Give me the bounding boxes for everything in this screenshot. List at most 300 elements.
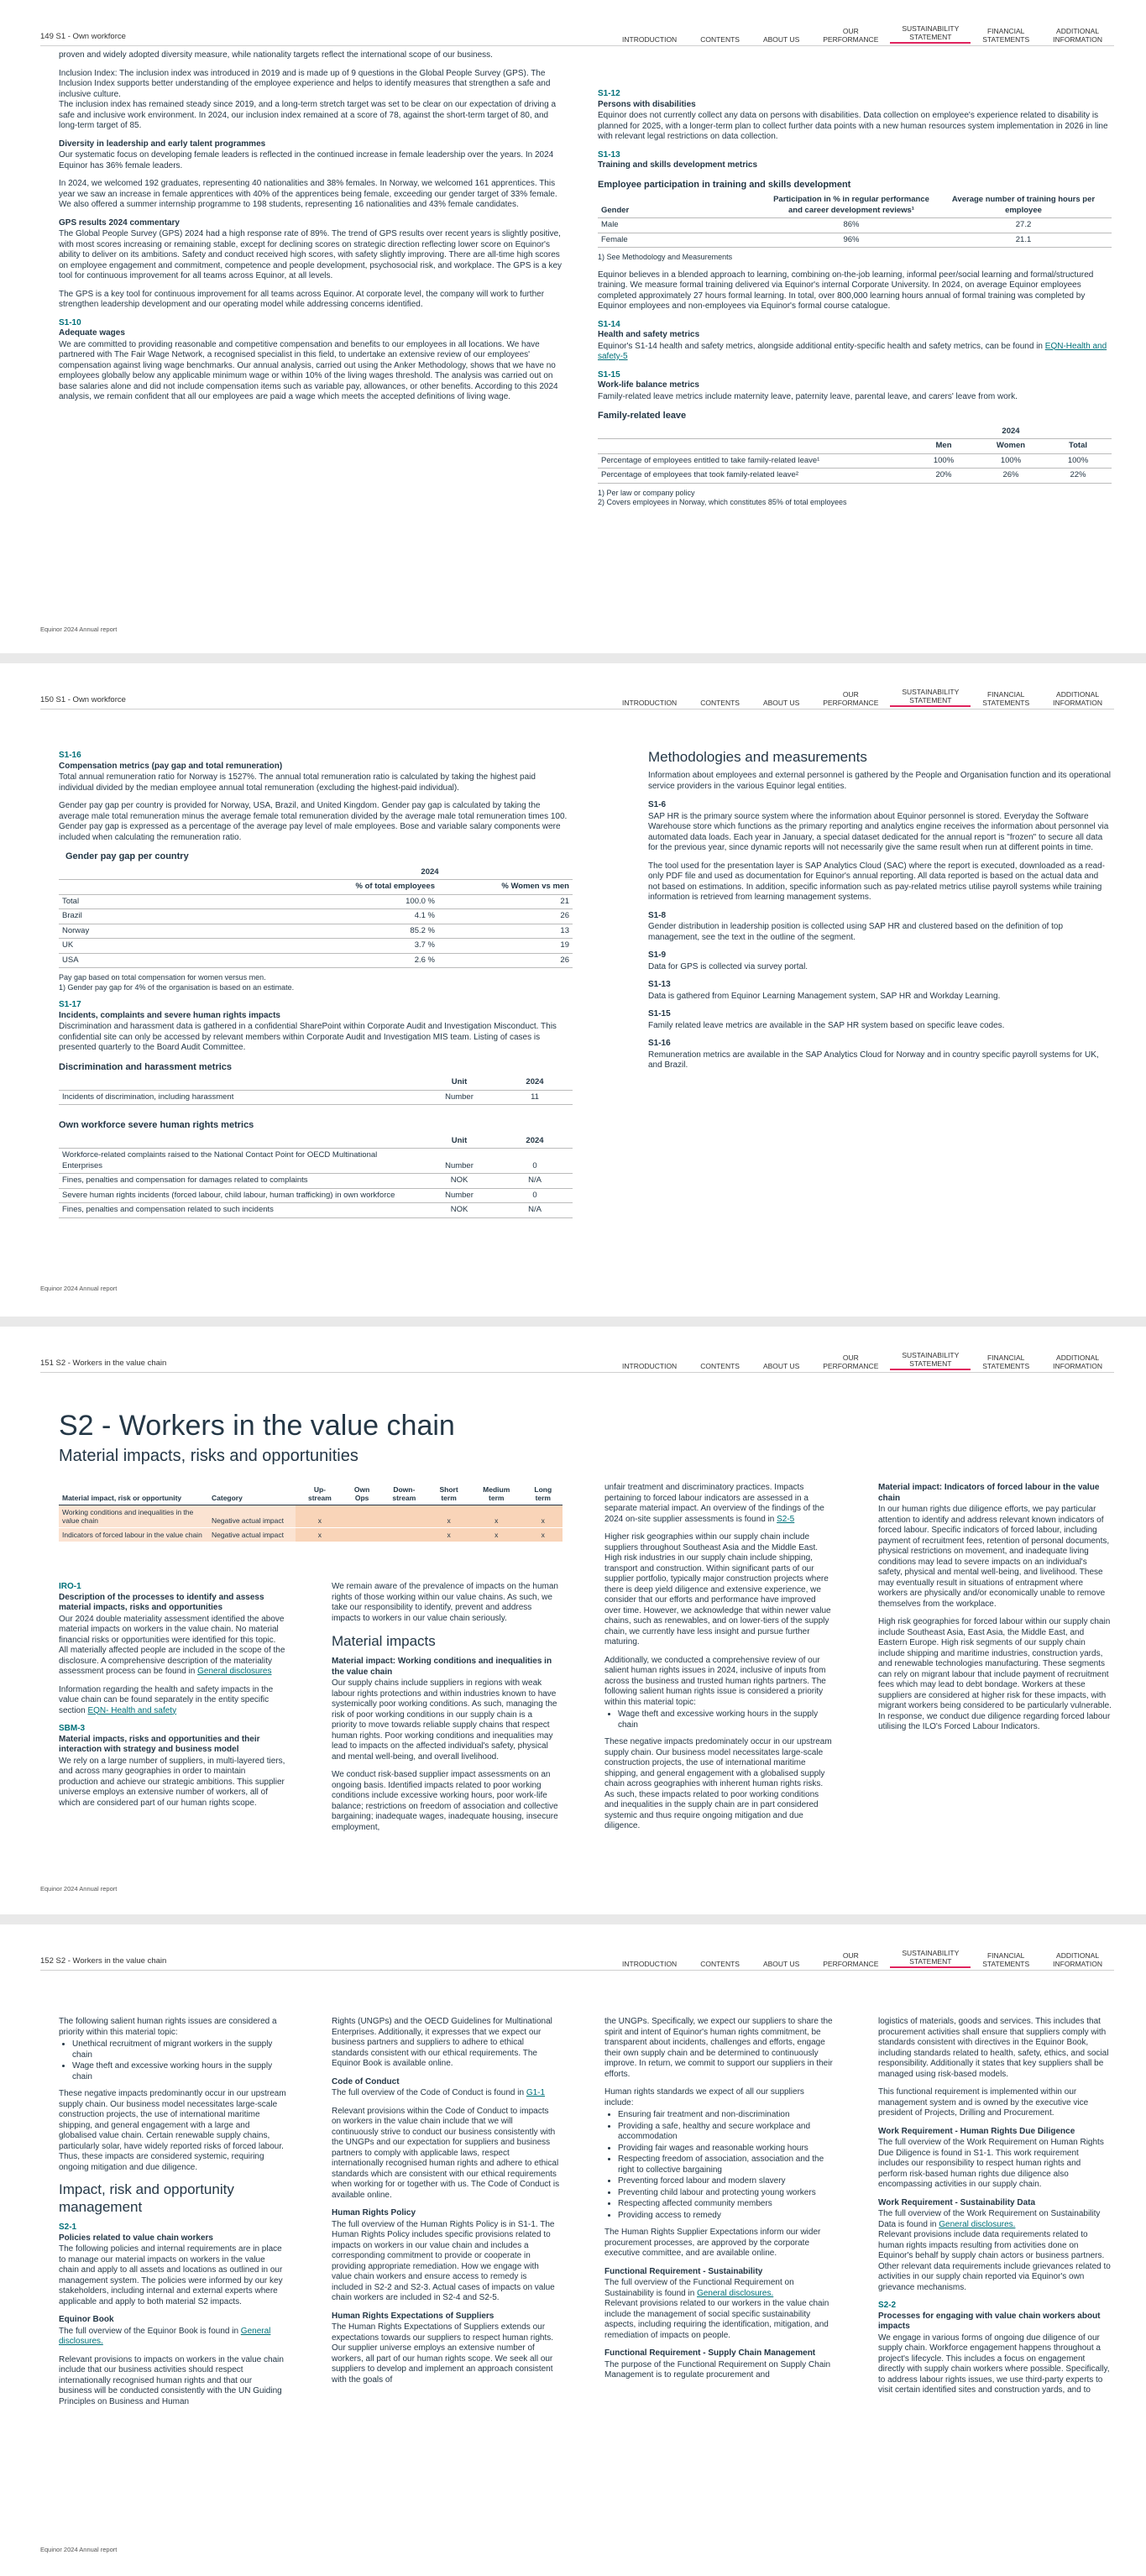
top-nav bbox=[610, 1350, 1114, 1370]
paragraph: The full overview of the Equinor Book is found in bbox=[59, 2326, 239, 2336]
table-note: 2) Covers employees in Norway, which constitutes 85% of total employees bbox=[598, 498, 847, 506]
list-item: • Providing access to remedy bbox=[618, 2211, 833, 2222]
table-row bbox=[59, 1090, 573, 1105]
column-header: Own Ops bbox=[344, 1483, 380, 1505]
family-leave-table bbox=[598, 425, 1112, 484]
paragraph: The Global People Survey (GPS) 2024 had a high response rate of 89%. The trend of GPS results over recent years is slightly positive, with most scores increasing or remaining stable, except for declining scores on strategic direction reflecting lower score on Equinor's ability to deliver on its ambitions. Safety and conduct received high scores, with safety slightly improving. There are all-time high scores on employee engagement and commitment, competence and people development, psychosocial risk, and workplace. The GPS is a key tool for continuous improvement for all teams across Equinor, at all levels. bbox=[59, 229, 563, 280]
table-row bbox=[59, 894, 573, 909]
header-divider bbox=[40, 1372, 1114, 1373]
section-tag: SBM-3 bbox=[59, 1724, 86, 1733]
gender-pay-gap-table bbox=[59, 866, 573, 969]
nav-introduction[interactable]: INTRODUCTION bbox=[622, 1960, 678, 1968]
paragraph: Relevant provisions within the Code of Conduct to impacts on workers in the value chain include that we will continuously strive to conduct our business consistently with the UNGPs and our expectation for suppliers and business partners to comply with applicable laws, respect internationally recognised human rights and adhere to ethical standards which are consistent with our ethical requirements when working for or together with us. The Code of Conduct is available online. bbox=[332, 2106, 560, 2200]
table-note: 1) Per law or company policy bbox=[598, 488, 695, 497]
paragraph: proven and widely adopted diversity measure, while nationality targets reflect the international scope of our business. bbox=[59, 50, 493, 60]
column-1 bbox=[59, 2017, 287, 2415]
general-disclosures-link[interactable]: General disclosures. bbox=[59, 2326, 271, 2346]
page-footer: Equinor 2024 Annual report bbox=[40, 2546, 118, 2553]
paragraph: Equinor believes in a blended approach to learning, combining on-the-job learning, informal peer/social learning and formal/structured training. We measure formal training delivered via Equinor's internal Corporate University. In 2024, on average Equinor employees completed approximately 27 hours formal learning. In total, over 800,000 learning hours annual of formal training was completed by Equinor employees and non-employees via Equinor's formal course catalogue. bbox=[598, 270, 1094, 311]
column-header: Medium term bbox=[469, 1483, 524, 1505]
section-heading: Work-life balance metrics bbox=[598, 380, 699, 390]
nav-sustainability-statement[interactable]: SUSTAINABILITY STATEMENT bbox=[890, 24, 971, 44]
table-row bbox=[59, 924, 573, 939]
page-header bbox=[40, 1938, 1114, 1968]
table-cell: Incidents of discrimination, including harassment bbox=[59, 1090, 421, 1105]
section-heading: S1-13 bbox=[648, 980, 671, 989]
nav-contents[interactable]: CONTENTS bbox=[700, 699, 740, 707]
section-heading: S1-15 bbox=[648, 1009, 671, 1018]
paragraph: The full overview of the Work Requirement on Sustainability Data is found in bbox=[878, 2209, 1101, 2229]
page-152 bbox=[0, 1924, 1146, 2576]
table-cell: 96% bbox=[767, 233, 935, 248]
page-151 bbox=[0, 1327, 1146, 1914]
page-header bbox=[40, 1340, 1114, 1370]
nav-sustainability-statement[interactable]: SUSTAINABILITY STATEMENT bbox=[890, 688, 971, 707]
paragraph: We conduct risk-based supplier impact assessments on an ongoing basis. Identified impacts related to poor working conditions include excessive working hours, poor work-life balance; restrictions on freedom of association and collective bargaining; inadequate wages, inadequate housing, insecure employment, bbox=[332, 1770, 558, 1832]
section-heading: Functional Requirement - Sustainability bbox=[604, 2266, 763, 2276]
table-cell bbox=[344, 1528, 380, 1542]
column-header: Average number of training hours per employee bbox=[935, 193, 1112, 218]
nav-about-us[interactable]: ABOUT US bbox=[762, 1960, 800, 1968]
nav-additional-information[interactable]: ADDITIONAL INFORMATION bbox=[1053, 690, 1102, 707]
table-cell: 21 bbox=[438, 894, 573, 909]
paragraph: Discrimination and harassment data is gathered in a confidential SharePoint within Corporate Audit and Investigation Misconduct. This confidential site can only be accessed by relevant members within Corporate Audit and Investigation MIS team. Listing of cases is presented quarterly to the Board Audit Committee. bbox=[59, 1022, 557, 1052]
severe-human-rights-table bbox=[59, 1134, 573, 1218]
table-row bbox=[59, 953, 573, 968]
table-row bbox=[598, 218, 1112, 233]
table-cell: x bbox=[524, 1505, 563, 1528]
section-heading: S1-16 bbox=[648, 1039, 671, 1048]
paragraph: Information regarding the health and safety impacts in the value chain can be found separately in the entity specific section bbox=[59, 1684, 274, 1715]
table-cell: Working conditions and inequalities in the value chain bbox=[59, 1505, 208, 1528]
section-tag: S1-17 bbox=[59, 1000, 81, 1009]
paragraph: The GPS is a key tool for continuous improvement for all teams across Equinor. At corporate level, the company will work to further strengthen leadership development and our operating model while addressing concerns identified. bbox=[59, 289, 545, 309]
table-row bbox=[59, 1188, 573, 1203]
table-cell: 26 bbox=[438, 909, 573, 924]
paragraph: Additionally, we conducted a comprehensive review of our salient human rights issues in 2024, inclusive of inputs from across the business and trusted human rights partners. The following salient human rights issue is considered a priority within this material topic: bbox=[604, 1655, 826, 1707]
year-header: 2024 bbox=[287, 866, 573, 880]
table-cell: x bbox=[296, 1505, 344, 1528]
table-cell: Percentage of employees that took family-related leave² bbox=[598, 469, 910, 484]
section-heading: Functional Requirement - Supply Chain Management bbox=[604, 2348, 816, 2358]
section-tag: S2-2 bbox=[878, 2301, 897, 2310]
table-row bbox=[598, 233, 1112, 248]
column-2 bbox=[332, 2017, 560, 2393]
section-heading: GPS results 2024 commentary bbox=[59, 217, 180, 228]
nav-about-us[interactable]: ABOUT US bbox=[762, 699, 800, 707]
table-cell: 26 bbox=[438, 953, 573, 968]
paragraph: Human rights standards we expect of all our suppliers include: bbox=[604, 2087, 804, 2107]
column-4 bbox=[878, 1483, 1112, 1741]
paragraph: Gender distribution in leadership position is collected using SAP HR and clustered based on the definition of top management, see the text in the outline of the segment. bbox=[648, 922, 1064, 942]
table-cell: Fines, penalties and compensation related to such incidents bbox=[59, 1203, 421, 1218]
table-cell: 86% bbox=[767, 218, 935, 233]
bullet-list bbox=[618, 1709, 833, 1730]
column-header: Participation in % in regular performance and career development reviews¹ bbox=[767, 193, 935, 218]
page-header bbox=[40, 677, 1114, 707]
table-title: Gender pay gap per country bbox=[65, 851, 189, 861]
paragraph: Equinor does not currently collect any data on persons with disabilities. Data collection on employee's experience related to disability is planned for 2025, with a longer-term plan to collect further data points with a new human resources system implementation in 2026 in line with relevant legal restrictions on data collection. bbox=[598, 111, 1108, 141]
bullet-list bbox=[618, 2110, 833, 2221]
column-header: Unit bbox=[421, 1076, 497, 1090]
table-cell: x bbox=[469, 1505, 524, 1528]
paragraph: SAP HR is the primary source system where the information about Equinor personnel is stored. Everyday the Software Warehouse store which functions as the primary reporting and analytics engine receives the information about personnel via automated data loads. Each year in January, a special dataset dedicated for the annual report is "frozen" to secure all data for the previous year, since dynamic reports will not necessarily give the same result when run at different points in time. bbox=[648, 811, 1109, 852]
section-title: Material impacts bbox=[332, 1633, 436, 1649]
nav-contents[interactable]: CONTENTS bbox=[700, 1960, 740, 1968]
section-tag: IRO-1 bbox=[59, 1582, 81, 1591]
general-disclosures-link[interactable]: General disclosures. bbox=[697, 2288, 774, 2298]
section-heading: Material impact: Working conditions and inequalities in the value chain bbox=[332, 1657, 552, 1677]
section-heading: Policies related to value chain workers bbox=[59, 2233, 213, 2243]
column-header: Material impact, risk or opportunity bbox=[59, 1483, 208, 1505]
paragraph: Relevant provisions related to our workers in the value chain include the management of social specific sustainability aspects, including requiring the identification, mitigation, and remediation of impacts on people. bbox=[604, 2299, 829, 2340]
table-cell: 20% bbox=[910, 469, 977, 484]
paragraph: High risk geographies for forced labour within our supply chain include Southeast Asia, East Asia, the Middle East, and Eastern Europe. High risk segments of our supply chain include shipping and maritime industries, construction yards, and renewable technologies manufacturing. These segments can rely on migrant labour that include payment of recruitment fees which may lead to debt bondage. Workers at these suppliers are considered at higher risk for these impacts, with migrant workers being considered to be particularly vulnerable. In response, we conduct due diligence regarding forced labour utilising the ILO's Forced Labour Indicators. bbox=[878, 1617, 1112, 1731]
paragraph: In our human rights due diligence efforts, we pay particular attention to identify and address relevant known indicators of forced labour. Specific indicators of forced labour, including payment of recruitment fees, retention of personal documents, physical restrictions on movement, and inadequate living conditions may lead to severe impacts on an individual's safety, physical and mental well-being, and livelihood. These may eventually result in situations of entrapment where workers are physically and/or economically unable to remove themselves from the workplace. bbox=[878, 1505, 1110, 1609]
paragraph: Family related leave metrics are available in the SAP HR system based on specific leave codes. bbox=[648, 1020, 1005, 1030]
list-item: • Ensuring fair treatment and non-discrimination bbox=[618, 2110, 833, 2121]
section-heading: Compensation metrics (pay gap and total remuneration) bbox=[59, 761, 283, 771]
nav-additional-information[interactable]: ADDITIONAL INFORMATION bbox=[1053, 1951, 1102, 1968]
table-cell: 100% bbox=[977, 453, 1044, 469]
section-heading: Processes for engaging with value chain workers about impacts bbox=[878, 2311, 1101, 2331]
paragraph: Our systematic focus on developing female leaders is reflected in the continued increase in female leadership over the years. In 2024 Equinor has 36% female leaders. bbox=[59, 150, 554, 170]
column-1 bbox=[59, 1582, 285, 1816]
list-item: • Preventing child labour and protecting young workers bbox=[618, 2188, 833, 2199]
discrimination-table bbox=[59, 1076, 573, 1105]
table-cell: 0 bbox=[497, 1188, 573, 1203]
paragraph: These negative impacts predominantly occur in our upstream supply chain. Our business model necessitates large-scale construction projects, the use of international maritime shipping, and general engagement with a large and globalised value chain. Certain renewable supply chains, particularly solar, have widely reported risks of forced labour. Thus, these impacts are considered systemic, requiring ongoing mitigation and due diligence. bbox=[59, 2089, 286, 2172]
table-title: Discrimination and harassment metrics bbox=[59, 1061, 233, 1072]
materiality-table-wrap bbox=[59, 1483, 563, 1542]
section-heading: Work Requirement - Sustainability Data bbox=[878, 2197, 1036, 2207]
section-heading: Training and skills development metrics bbox=[598, 160, 758, 170]
table-cell: Negative actual impact bbox=[208, 1505, 296, 1528]
page-number: 152 S2 - Workers in the value chain bbox=[40, 1956, 167, 1966]
table-cell: Percentage of employees entitled to take family-related leave¹ bbox=[598, 453, 910, 469]
column-header: Total bbox=[1044, 439, 1112, 454]
list-item: • Wage theft and excessive working hours in the supply chain bbox=[618, 1709, 833, 1730]
column-header: Men bbox=[910, 439, 977, 454]
nav-our-performance[interactable]: OUR PERFORMANCE bbox=[823, 1353, 879, 1370]
nav-our-performance[interactable]: OUR PERFORMANCE bbox=[823, 1951, 879, 1968]
s2-5-link[interactable]: S2-5 bbox=[777, 1514, 795, 1524]
header-divider bbox=[40, 45, 1114, 46]
table-cell: 100% bbox=[1044, 453, 1112, 469]
nav-additional-information[interactable]: ADDITIONAL INFORMATION bbox=[1053, 1353, 1102, 1370]
section-title: Methodologies and measurements bbox=[648, 749, 867, 765]
column-3 bbox=[604, 1483, 833, 1840]
right-column bbox=[598, 89, 1112, 516]
right-column bbox=[648, 749, 1112, 1079]
table-cell bbox=[379, 1528, 428, 1542]
table-cell: N/A bbox=[497, 1203, 573, 1218]
paragraph: The Human Rights Supplier Expectations inform our wider procurement processes, are approved by the corporate executive committee, and are available online. bbox=[604, 2228, 821, 2258]
section-tag: S1-15 bbox=[598, 369, 620, 380]
column-header: Long term bbox=[524, 1483, 563, 1505]
paragraph: Equinor's S1-14 health and safety metrics, alongside additional entity-specific health and safety metrics, can be found in bbox=[598, 341, 1043, 351]
table-row bbox=[59, 939, 573, 954]
table-cell: USA bbox=[59, 953, 287, 968]
paragraph: Rights (UNGPs) and the OECD Guidelines for Multinational Enterprises. Additionally, it expresses that we expect our business partners and suppliers to adhere to ethical standards consistent with our ethical requirements. The Equinor Book is available online. bbox=[332, 2017, 552, 2068]
paragraph: The inclusion index has remained steady since 2019, and a long-term stretch target was set to be clear on our expectation of driving a safe and inclusive work environment. In 2024, our inclusion index remained at a score of 78, against the short-term target of 80, and long-term target of 85. bbox=[59, 100, 557, 130]
table-cell: 4.1 % bbox=[287, 909, 438, 924]
table-title: Family-related leave bbox=[598, 411, 687, 421]
paragraph: Gender pay gap per country is provided for Norway, USA, Brazil, and United Kingdom. Gender pay gap is calculated by taking the average male total remuneration minus the average female total remuneration divided by the average male total remuneration times 100. Gender pay gap is expressed as a percentage of the average pay level of male employees. Bose and variable salary components were included when calculating the remuneration ratio. bbox=[59, 801, 568, 842]
table-row bbox=[598, 469, 1112, 484]
general-disclosures-link[interactable]: General disclosures bbox=[197, 1667, 272, 1676]
page-footer: Equinor 2024 Annual report bbox=[40, 1885, 118, 1893]
table-cell: 21.1 bbox=[935, 233, 1112, 248]
paragraph: Our supply chains include suppliers in regions with weak labour rights protections and within industries known to have systemically poor working conditions. As such, managing the risk of poor working conditions in our supply chain is a priority to move towards reliable supply chains that respect human rights. Poor working conditions and inequalities may lead to impacts on the affected individual's safety, physical and mental well-being, and overall livelihood. bbox=[332, 1678, 557, 1762]
table-cell: N/A bbox=[497, 1174, 573, 1189]
table-cell: UK bbox=[59, 939, 287, 954]
table-cell: 19 bbox=[438, 939, 573, 954]
table-row bbox=[598, 453, 1112, 469]
nav-sustainability-statement[interactable]: SUSTAINABILITY STATEMENT bbox=[890, 1351, 971, 1370]
section-tag: S1-13 bbox=[598, 149, 620, 160]
section-tag: S1-16 bbox=[59, 751, 81, 760]
list-item: • Preventing forced labour and modern slavery bbox=[618, 2176, 833, 2187]
nav-our-performance[interactable]: OUR PERFORMANCE bbox=[823, 690, 879, 707]
list-item: • Providing a safe, healthy and secure workplace and accommodation bbox=[618, 2122, 833, 2143]
section-heading: Diversity in leadership and early talent programmes bbox=[59, 139, 266, 149]
column-header: Down- stream bbox=[379, 1483, 428, 1505]
table-cell: NOK bbox=[421, 1203, 497, 1218]
table-cell: Severe human rights incidents (forced labour, child labour, human trafficking) in own workforce bbox=[59, 1188, 421, 1203]
table-note: 1) See Methodology and Measurements bbox=[598, 253, 733, 261]
nav-about-us[interactable]: ABOUT US bbox=[762, 1362, 800, 1370]
page-footer: Equinor 2024 Annual report bbox=[40, 1285, 118, 1292]
nav-contents[interactable]: CONTENTS bbox=[700, 35, 740, 44]
left-column bbox=[59, 751, 573, 1218]
nav-additional-information[interactable]: ADDITIONAL INFORMATION bbox=[1053, 27, 1102, 44]
paragraph: The full overview of the Code of Conduct is found in bbox=[332, 2088, 525, 2097]
column-header: Women bbox=[977, 439, 1044, 454]
column-2 bbox=[332, 1582, 558, 1840]
table-cell: Female bbox=[598, 233, 767, 248]
section-heading: Equinor Book bbox=[59, 2315, 114, 2324]
paragraph: The Human Rights Expectations of Suppliers extends our expectations towards our suppliers to respect human rights. Our supplier universe employs an extensive number of workers, all part of our human rights scope. We seek all our suppliers to develop and implement an approach consistent with the goals of bbox=[332, 2322, 554, 2385]
table-title: Employee participation in training and skills development bbox=[598, 179, 851, 190]
section-heading: Description of the processes to identify and assess material impacts, risks and opportunities bbox=[59, 1592, 264, 1612]
section-heading: Work Requirement - Human Rights Due Diligence bbox=[878, 2126, 1075, 2136]
table-cell: 2.6 % bbox=[287, 953, 438, 968]
page-header bbox=[40, 13, 1114, 44]
paragraph: We are committed to providing reasonable and competitive compensation and benefits to our employees in all locations. We have partnered with The Fair Wage Network, a recognised specialist in this field, to undertake an extensive review of our employees' compensation against living wage benchmarks. Our annual analysis, carried out using the Anker Methodology, shows that we have no employees globally below any applicable minimum wage or within 10% of the living wages threshold. The analysis was carried out on base salaries alone and did not include compensation items such as variable pay, allowances, or other benefits. According to this 2024 analysis, we remain confident that all our employees are paid a wage which meets the accepted definitions of living wage. bbox=[59, 339, 558, 401]
table-cell: Negative actual impact bbox=[208, 1528, 296, 1542]
table-cell: Total bbox=[59, 894, 287, 909]
health-safety-link[interactable]: EQN-Health and safety-5 bbox=[598, 341, 1107, 361]
table-cell: Number bbox=[421, 1188, 497, 1203]
page-150 bbox=[0, 663, 1146, 1317]
training-table bbox=[598, 193, 1112, 248]
nav-financial-statements[interactable]: FINANCIAL STATEMENTS bbox=[982, 27, 1030, 44]
table-cell: 3.7 % bbox=[287, 939, 438, 954]
paragraph: These negative impacts predominately occur in our upstream supply chain. Our business model necessitates large-scale construction projects, the use of international maritime shipping, and general engagement with a globalised supply chain across geographies with inherent human rights risks. As such, these impacts related to poor working conditions and inequalities in the supply chain are in part considered systemic and thus require ongoing mitigation and due diligence. bbox=[604, 1737, 832, 1830]
list-item: • Unethical recruitment of migrant workers in the supply chain bbox=[72, 2039, 287, 2060]
table-cell: 0 bbox=[497, 1149, 573, 1174]
section-heading: Human Rights Expectations of Suppliers bbox=[332, 2311, 495, 2321]
table-row bbox=[59, 1505, 563, 1528]
table-row bbox=[59, 909, 573, 924]
table-cell: x bbox=[469, 1528, 524, 1542]
paragraph: The full overview of the Work Requirement on Human Rights Due Diligence is found in S1-1. This work requirement includes our responsibility to respect human rights and perform risk-based human rights due diligence also encompassing activities in our supply chain. bbox=[878, 2138, 1104, 2189]
table-row bbox=[59, 1203, 573, 1218]
bullet-list bbox=[72, 2039, 287, 2082]
page-number: 151 S2 - Workers in the value chain bbox=[40, 1359, 167, 1368]
paragraph: We rely on a large number of suppliers, in multi-layered tiers, and across many geographies in order to maintain production and achieve our strategic ambitions. This supplier universe employs an extensive number of workers, all of which are considered part of our human rights scope. bbox=[59, 1756, 285, 1808]
section-heading: Persons with disabilities bbox=[598, 99, 696, 109]
column-header: % of total employees bbox=[287, 880, 438, 895]
section-heading: Adequate wages bbox=[59, 328, 125, 338]
table-cell: x bbox=[524, 1528, 563, 1542]
column-header: Up- stream bbox=[296, 1483, 344, 1505]
column-4 bbox=[878, 2017, 1112, 2404]
table-cell: x bbox=[428, 1505, 469, 1528]
table-cell: 13 bbox=[438, 924, 573, 939]
column-header: 2024 bbox=[497, 1076, 573, 1090]
section-heading: Code of Conduct bbox=[332, 2076, 400, 2086]
nav-financial-statements[interactable]: FINANCIAL STATEMENTS bbox=[982, 1353, 1030, 1370]
nav-introduction[interactable]: INTRODUCTION bbox=[622, 699, 678, 707]
section-heading: Material impacts, risks and opportunities and their interaction with strategy and business model bbox=[59, 1734, 260, 1754]
paragraph: Relevant provisions include data requirements related to human rights impacts resulting from activities done on Equinor's behalf by supply chain actors or business partners. Other relevant data requirements include grievances related to activities in our supply chain reported via Equinor's own grievance mechanisms. bbox=[878, 2230, 1111, 2292]
paragraph: In 2024, we welcomed 192 graduates, representing 40 nationalities and 38% females. In Norway, we welcomed 161 apprentices. This year we saw an increase in female apprentices with 40% of the apprentices being female, exceeding our gender target of 33% female. We also offered a summer internship programme to 198 students, representing 16 nationalities and 43% female candidates. bbox=[59, 179, 557, 209]
nav-introduction[interactable]: INTRODUCTION bbox=[622, 1362, 678, 1370]
paragraph: Our 2024 double materiality assessment identified the above material impacts on workers in the value chain. No material financial risks or opportunities were identified for this topic. All materially affected people are included in the scope of the disclosure. A comprehensive description of the materiality assessment process can be found in bbox=[59, 1614, 285, 1676]
nav-introduction[interactable]: INTRODUCTION bbox=[622, 35, 678, 44]
column-header: Short term bbox=[428, 1483, 469, 1505]
table-cell bbox=[344, 1505, 380, 1528]
section-heading: Human Rights Policy bbox=[332, 2208, 416, 2217]
paragraph: Data is gathered from Equinor Learning Management system, SAP HR and Workday Learning. bbox=[648, 991, 1001, 1001]
paragraph: The full overview of the Functional Requirement on Sustainability is found in bbox=[604, 2278, 794, 2298]
table-cell: 11 bbox=[497, 1090, 573, 1105]
paragraph: The full overview of the Human Rights Policy is in S1-1. The Human Rights Policy includes specific provisions related to impacts on workers in our value chain and includes a corresponding commitment to provide or cooperate in providing appropriate remediation. How we engage with value chain workers and ensure access to remedy is included in S2-2 and S2-3. Actual cases of impacts on value chain workers are included in S2-4 and S2-5. bbox=[332, 2219, 555, 2302]
table-cell: Brazil bbox=[59, 909, 287, 924]
table-cell: 27.2 bbox=[935, 218, 1112, 233]
general-disclosures-link[interactable]: General disclosures. bbox=[939, 2219, 1016, 2229]
list-item: • Wage theft and excessive working hours in the supply chain bbox=[72, 2061, 287, 2082]
list-item: • Respecting freedom of association, association and the right to collective bargaining bbox=[618, 2155, 833, 2175]
table-title: Own workforce severe human rights metrics bbox=[59, 1120, 254, 1130]
nav-financial-statements[interactable]: FINANCIAL STATEMENTS bbox=[982, 1951, 1030, 1968]
nav-sustainability-statement[interactable]: SUSTAINABILITY STATEMENT bbox=[890, 1949, 971, 1968]
section-heading: Incidents, complaints and severe human rights impacts bbox=[59, 1010, 280, 1020]
table-cell: 22% bbox=[1044, 469, 1112, 484]
column-3 bbox=[604, 2017, 833, 2389]
table-cell: Male bbox=[598, 218, 767, 233]
table-cell: Number bbox=[421, 1090, 497, 1105]
paragraph: Information about employees and external personnel is gathered by the People and Organisation function and its operational service providers in the various Equinor legal entities. bbox=[648, 771, 1111, 791]
page-footer: Equinor 2024 Annual report bbox=[40, 626, 118, 633]
paragraph: The tool used for the presentation layer is SAP Analytics Cloud (SAC) where the report is executed, downloaded as a read-only PDF file and used as documentation for Equinor's annual reporting. All data reported is based on the actual data and not based on estimations. In addition, specific information such as pay-related metrics utilise payroll systems while training information is retrieved from learning management systems. bbox=[648, 861, 1106, 902]
paragraph: We engage in various forms of ongoing due diligence of our supply chain. Workforce engagement happens throughout a project's lifecycle. This includes a focus on engagement directly with supply chain workers where possible. Specifically, to address labour rights issues, we use third-party experts to visit certain identified sites and construction yards, and to bbox=[878, 2333, 1110, 2395]
paragraph: Relevant provisions to impacts on workers in the value chain include that our business activities should respect internationally recognised human rights and that our business will be conducted consistently with the UN Guiding Principles on Business and Human bbox=[59, 2354, 284, 2406]
nav-contents[interactable]: CONTENTS bbox=[700, 1362, 740, 1370]
section-heading: S1-6 bbox=[648, 800, 667, 809]
paragraph: Total annual remuneration ratio for Norway is 1527%. The annual total remuneration ratio is calculated by taking the highest paid individual divided by the median employee annual total remuneration (excluding the highest-paid individual). bbox=[59, 772, 536, 793]
paragraph: logistics of materials, goods and services. This includes that procurement activities shall ensure that suppliers comply with standards consistent with directives in the Equinor Book, including standards related to health, safety, ethics, and social responsibility. Additionally it states that key suppliers shall be managed using risk-based models. bbox=[878, 2017, 1109, 2079]
year-header: 2024 bbox=[910, 425, 1112, 439]
top-nav bbox=[610, 24, 1114, 44]
column-header: Gender bbox=[598, 193, 767, 218]
table-cell: Fines, penalties and compensation for damages related to complaints bbox=[59, 1174, 421, 1189]
paragraph: The following salient human rights issues are considered a priority within this material topic: bbox=[59, 2017, 277, 2037]
paragraph: Higher risk geographies within our supply chain include suppliers throughout Southeast Asia and the Middle East. High risk industries in our supply chain include shipping, transport and construction. Within significant parts of our supplier portfolio, typically major construction projects where there is deep yield diligence and extensive experience, we consider that our efforts and performance have improved over time. However, we acknowledge that within newer value chains, such as renewables, and on lower-tiers of the supply chain, we currently have less insight and pursue further maturing. bbox=[604, 1532, 831, 1647]
list-item: • Respecting affected community members bbox=[618, 2199, 833, 2210]
materiality-table bbox=[59, 1483, 563, 1542]
table-cell: x bbox=[428, 1528, 469, 1542]
column-header: % Women vs men bbox=[438, 880, 573, 895]
table-cell: 100.0 % bbox=[287, 894, 438, 909]
section-title: Impact, risk and opportunity management bbox=[59, 2181, 234, 2215]
table-cell bbox=[379, 1505, 428, 1528]
health-safety-link[interactable]: EQN- Health and safety bbox=[87, 1705, 177, 1715]
section-tag: S1-12 bbox=[598, 89, 620, 98]
table-row bbox=[59, 1174, 573, 1189]
page-number: 149 S1 - Own workforce bbox=[40, 32, 126, 41]
table-row bbox=[59, 1528, 563, 1542]
column-header: 2024 bbox=[497, 1134, 573, 1149]
g1-1-link[interactable]: G1-1 bbox=[526, 2088, 546, 2097]
section-heading: Material impact: Indicators of forced labour in the value chain bbox=[878, 1483, 1100, 1503]
top-nav bbox=[610, 687, 1114, 707]
left-column bbox=[59, 50, 563, 411]
table-note: 1) Gender pay gap for 4% of the organisation is based on an estimate. bbox=[59, 982, 295, 992]
page-subtitle: Material impacts, risks and opportunities bbox=[59, 1447, 358, 1465]
table-note: Pay gap based on total compensation for women versus men. bbox=[59, 973, 266, 982]
table-cell: x bbox=[296, 1528, 344, 1542]
table-cell: 26% bbox=[977, 469, 1044, 484]
section-tag: S1-10 bbox=[59, 317, 81, 327]
paragraph: the UNGPs. Specifically, we expect our suppliers to share the spirit and intent of Equinor's human rights commitment, be transparent about incidents, challenges and efforts, engage their own supply chain and be determined to continuously improve. In return, we commit to support our suppliers in their efforts. bbox=[604, 2017, 833, 2079]
table-cell: 85.2 % bbox=[287, 924, 438, 939]
table-cell: Number bbox=[421, 1149, 497, 1174]
paragraph: Family-related leave metrics include maternity leave, paternity leave, parental leave, and carers' leave from work. bbox=[598, 391, 1018, 401]
section-heading: S1-9 bbox=[648, 950, 667, 960]
paragraph: The purpose of the Functional Requirement on Supply Chain Management is to regulate procurement and bbox=[604, 2359, 831, 2380]
header-divider bbox=[40, 1970, 1114, 1971]
paragraph: unfair treatment and discriminatory practices. Impacts pertaining to forced labour indicators are assessed in a separate material impact. An overview of the findings of the 2024 on-site supplier assessments is found in bbox=[604, 1483, 824, 1524]
nav-financial-statements[interactable]: FINANCIAL STATEMENTS bbox=[982, 690, 1030, 707]
section-heading: Health and safety metrics bbox=[598, 330, 700, 339]
paragraph: Remuneration metrics are available in the SAP Analytics Cloud for Norway and in country specific payroll systems for UK, and Brazil. bbox=[648, 1050, 1099, 1070]
paragraph: This functional requirement is implemented within our management system and is owned by the executive vice president of Projects, Drilling and Procurement. bbox=[878, 2087, 1089, 2118]
table-cell: 100% bbox=[910, 453, 977, 469]
column-header: Category bbox=[208, 1483, 296, 1505]
table-row bbox=[59, 1149, 573, 1174]
page-title: S2 - Workers in the value chain bbox=[59, 1410, 455, 1442]
table-cell: Indicators of forced labour in the value chain bbox=[59, 1528, 208, 1542]
section-heading: S1-8 bbox=[648, 910, 667, 920]
table-cell: Norway bbox=[59, 924, 287, 939]
section-tag: S1-14 bbox=[598, 319, 620, 329]
table-cell: Workforce-related complaints raised to the National Contact Point for OECD Multinational Enterprises bbox=[59, 1149, 421, 1174]
paragraph: The following policies and internal requirements are in place to manage our material impacts on workers in the value chain and apply to all assets and locations as outlined in our management system. The policies were informed by our key stakeholders, including internal and external experts where applicable and apply to both material S2 impacts. bbox=[59, 2244, 283, 2306]
nav-our-performance[interactable]: OUR PERFORMANCE bbox=[823, 27, 879, 44]
top-nav bbox=[610, 1948, 1114, 1968]
page-number: 150 S1 - Own workforce bbox=[40, 695, 126, 704]
section-tag: S2-1 bbox=[59, 2223, 77, 2232]
list-item: • Providing fair wages and reasonable working hours bbox=[618, 2144, 833, 2155]
paragraph: Inclusion Index: The inclusion index was introduced in 2019 and is made up of 9 questions in the Global People Survey (GPS). The Inclusion Index supports better understanding of the employee experience and helps to identify measures that strengthen a safe and inclusive culture. bbox=[59, 68, 551, 99]
column-header: Unit bbox=[421, 1134, 497, 1149]
paragraph: Data for GPS is collected via survey portal. bbox=[648, 961, 808, 971]
table-cell: NOK bbox=[421, 1174, 497, 1189]
nav-about-us[interactable]: ABOUT US bbox=[762, 35, 800, 44]
